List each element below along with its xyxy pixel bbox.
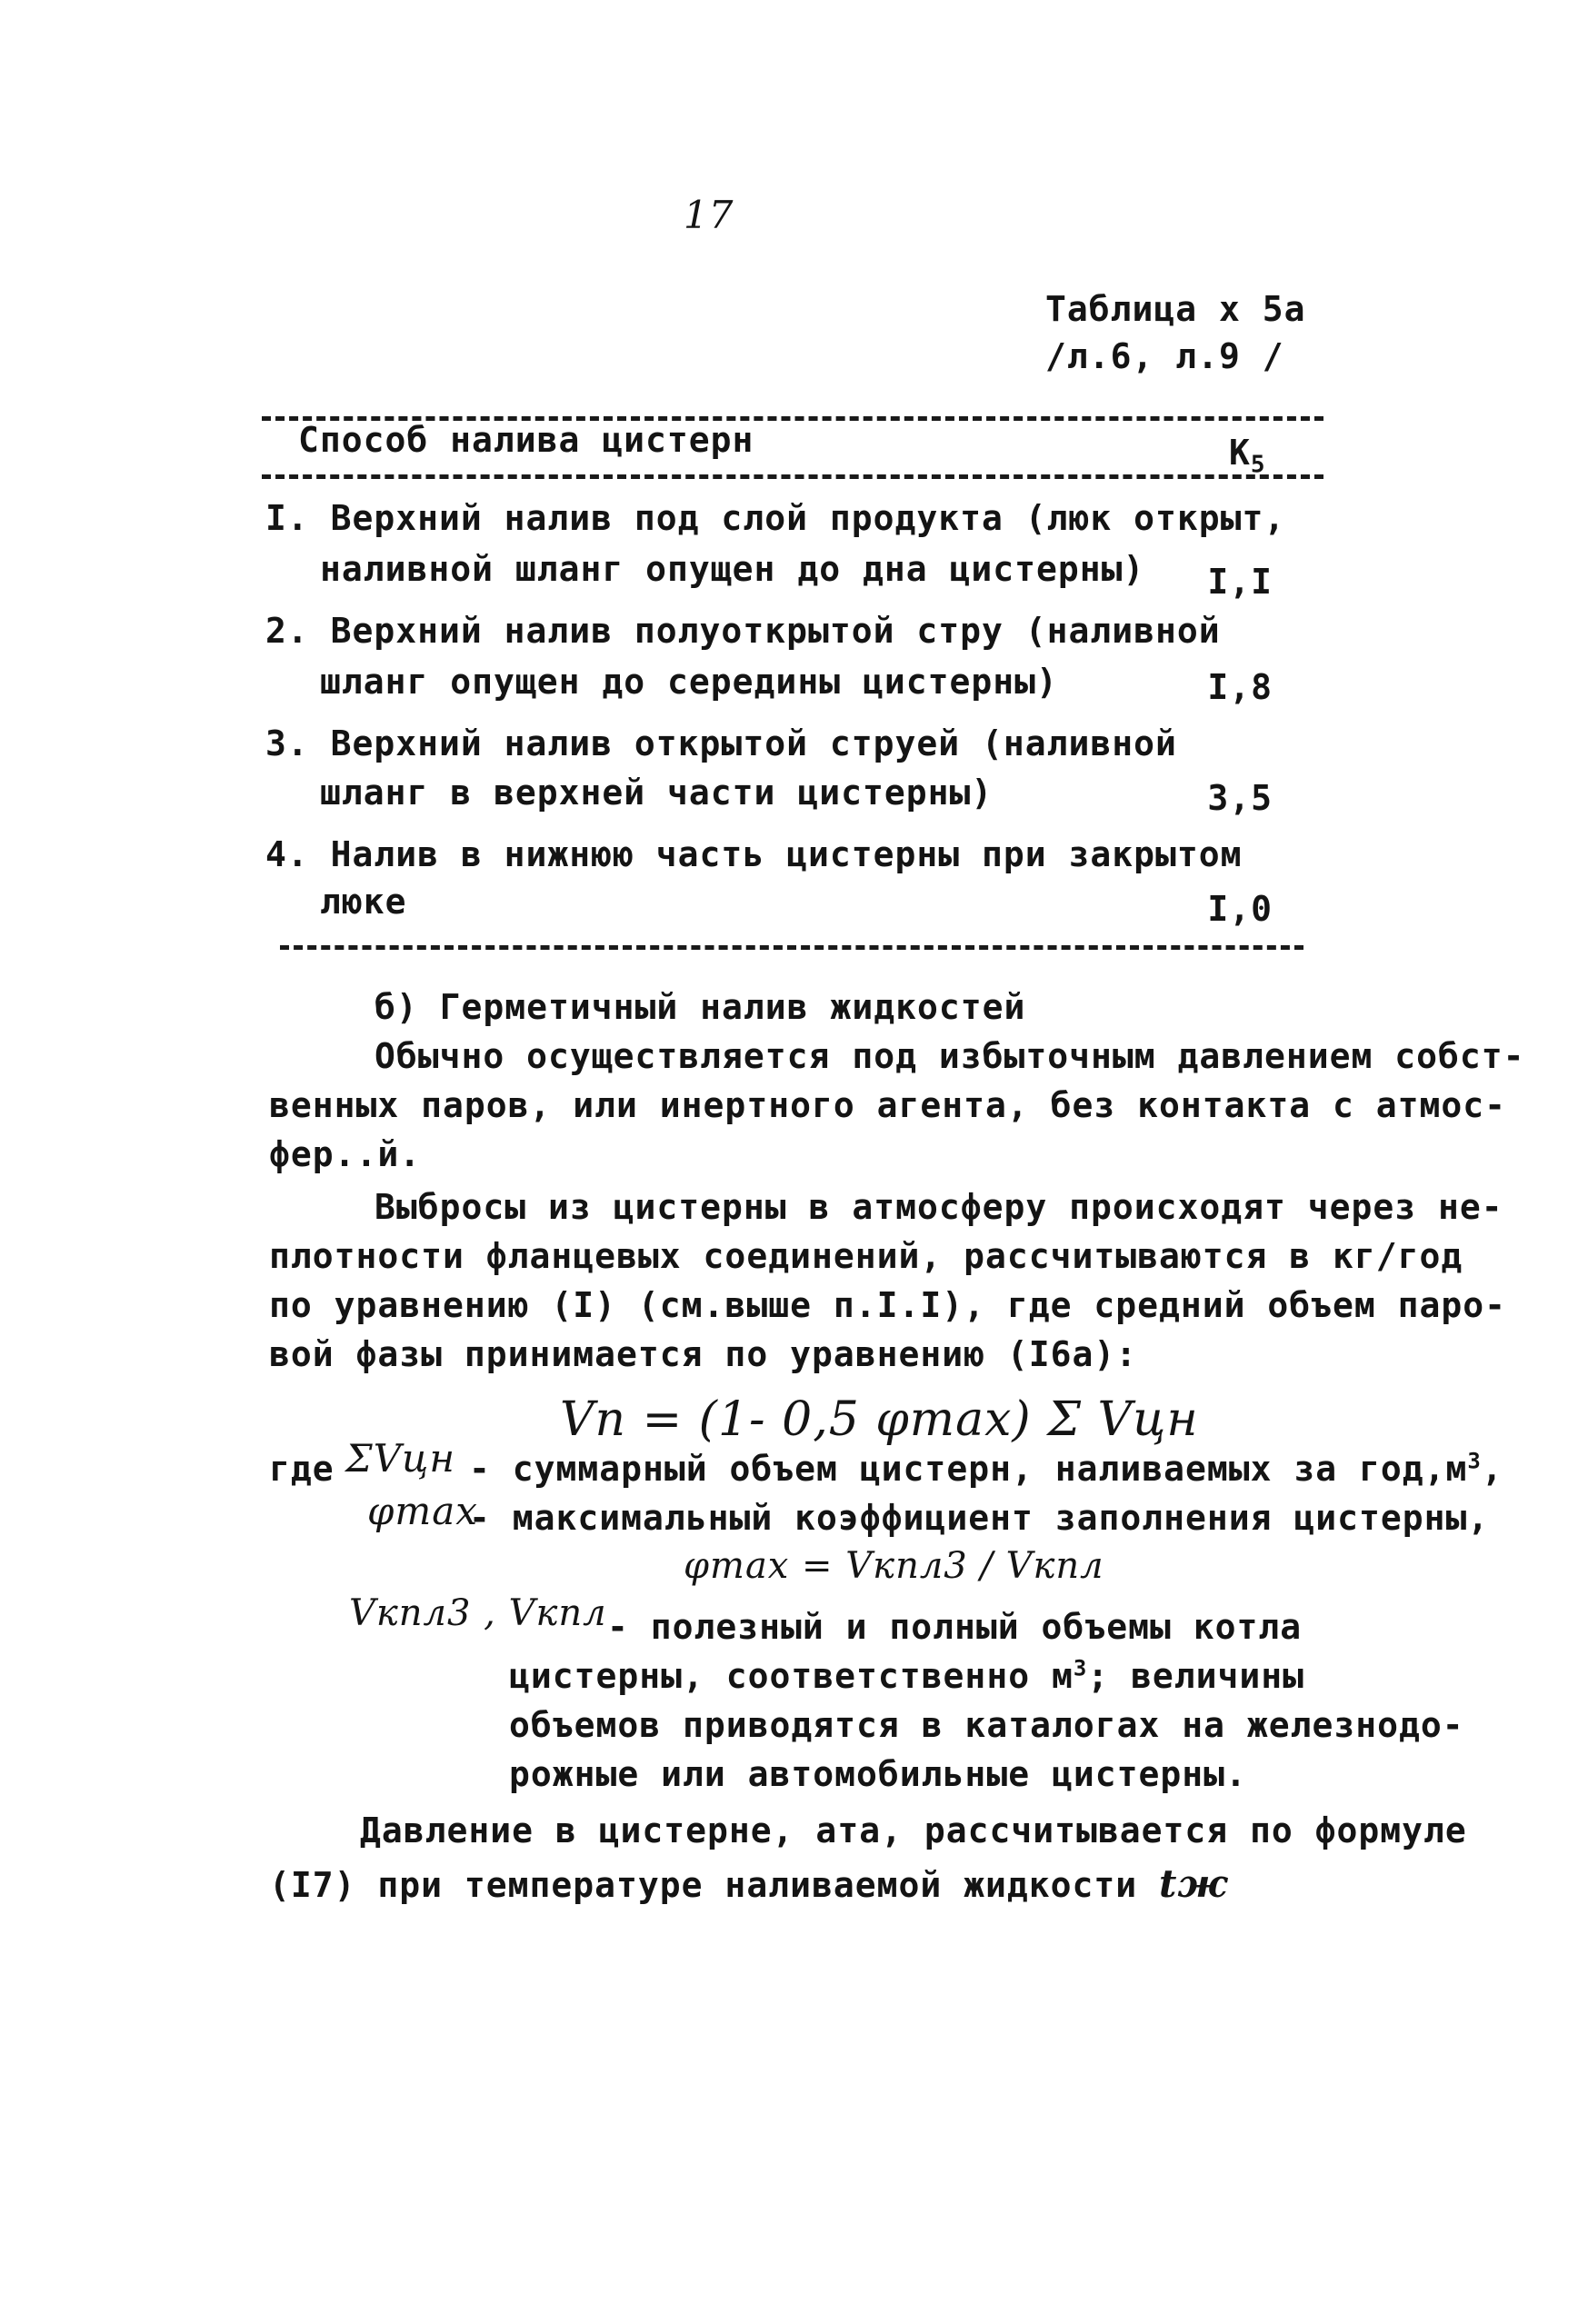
table-source: /л.6, л.9 /	[1045, 336, 1284, 376]
liquid-temperature-symbol: tж	[1159, 1861, 1229, 1906]
paragraph-line: плотности фланцевых соединений, рассчитываются в кг/год	[269, 1236, 1463, 1276]
table-row-line1: 2. Верхний налив полуоткрытой стру (наливной	[265, 611, 1221, 651]
paragraph-line: Выбросы из цистерны в атмосферу происходят через не-	[375, 1187, 1503, 1227]
def-volumes-line2-sup: 3	[1073, 1655, 1088, 1681]
paragraph-line: фер..й.	[269, 1134, 422, 1174]
paragraph-line-text: (I7) при температуре наливаемой жидкости	[269, 1865, 1138, 1905]
table-row-line2: шланг опущен до середины цистерны)	[320, 662, 1058, 702]
table-header-k	[1229, 433, 1266, 479]
table-row-line1: 3. Верхний налив открытой струей (наливной	[265, 723, 1177, 763]
table-row-value: I,8	[1207, 667, 1273, 707]
paragraph-line: по уравнению (I) (см.выше п.I.I), где средний объем паро-	[269, 1285, 1507, 1325]
paragraph-line: Давление в цистерне, ата, рассчитывается по формуле	[360, 1810, 1467, 1850]
def-volumes-line2-text: цистерны, соответственно м	[509, 1656, 1074, 1696]
table-row-value: I,0	[1207, 889, 1273, 929]
table-header-method: Способ налива цистерн	[298, 420, 754, 460]
table-bottom-rule	[280, 945, 1303, 950]
paragraph-line: венных паров, или инертного агента, без контакта с атмос-	[269, 1085, 1507, 1125]
table-row-value: I,I	[1207, 562, 1273, 602]
def-sum-volume-desc: - суммарный объем цистерн, наливаемых за год,м	[469, 1449, 1468, 1489]
paragraph-line: Обычно осуществляется под избыточным давлением собст-	[375, 1036, 1525, 1076]
table-row-line2: люке	[320, 882, 407, 922]
formula-phi-max: φmax = Vкпл3 / Vкпл	[684, 1545, 1104, 1587]
def-phi-max-text: - максимальный коэффициент заполнения цистерны,	[469, 1498, 1490, 1538]
page-number: 17	[684, 193, 734, 237]
formula-vapor-volume: Vп = (1- 0,5 φmax) Σ Vцн	[560, 1392, 1199, 1447]
paragraph-line	[269, 1861, 1228, 1906]
def-volumes-symbols: Vкпл3 , Vкпл	[349, 1592, 607, 1634]
table-caption: Таблица х 5а	[1045, 289, 1306, 329]
table-header-rule	[262, 474, 1323, 479]
def-volumes-line: объемов приводятся в каталогах на железнодо-	[509, 1705, 1464, 1745]
paragraph-line: вой фазы принимается по уравнению (I6а):	[269, 1334, 1138, 1374]
table-row-line1: 4. Налив в нижнюю часть цистерны при закрытом	[265, 834, 1243, 874]
def-sum-volume-symbol: ΣVцн	[345, 1436, 455, 1481]
def-volumes-line: рожные или автомобильные цистерны.	[509, 1754, 1247, 1794]
where-word: где	[269, 1449, 335, 1489]
def-volumes-line: - полезный и полный объемы котла	[607, 1607, 1303, 1647]
table-row-line2: шланг в верхней части цистерны)	[320, 773, 994, 813]
def-sum-volume-sup: 3	[1467, 1448, 1482, 1474]
table-header-k-sub: 5	[1250, 451, 1266, 479]
def-phi-max-symbol: φmax	[367, 1489, 478, 1533]
table-row-line2: наливной шланг опущен до дна цистерны)	[320, 549, 1145, 589]
table-row-line1: I. Верхний налив под слой продукта (люк открыт,	[265, 498, 1286, 538]
table-row-value: 3,5	[1207, 778, 1273, 818]
table-header-k-letter: K	[1229, 433, 1251, 473]
def-volumes-line2-tail: ; величины	[1087, 1656, 1305, 1696]
def-volumes-line	[509, 1656, 1304, 1696]
section-heading: б) Герметичный налив жидкостей	[375, 987, 1026, 1027]
def-sum-volume-text: - суммарный объем цистерн, наливаемых за $год,м^3$,	[469, 1448, 1503, 1489]
